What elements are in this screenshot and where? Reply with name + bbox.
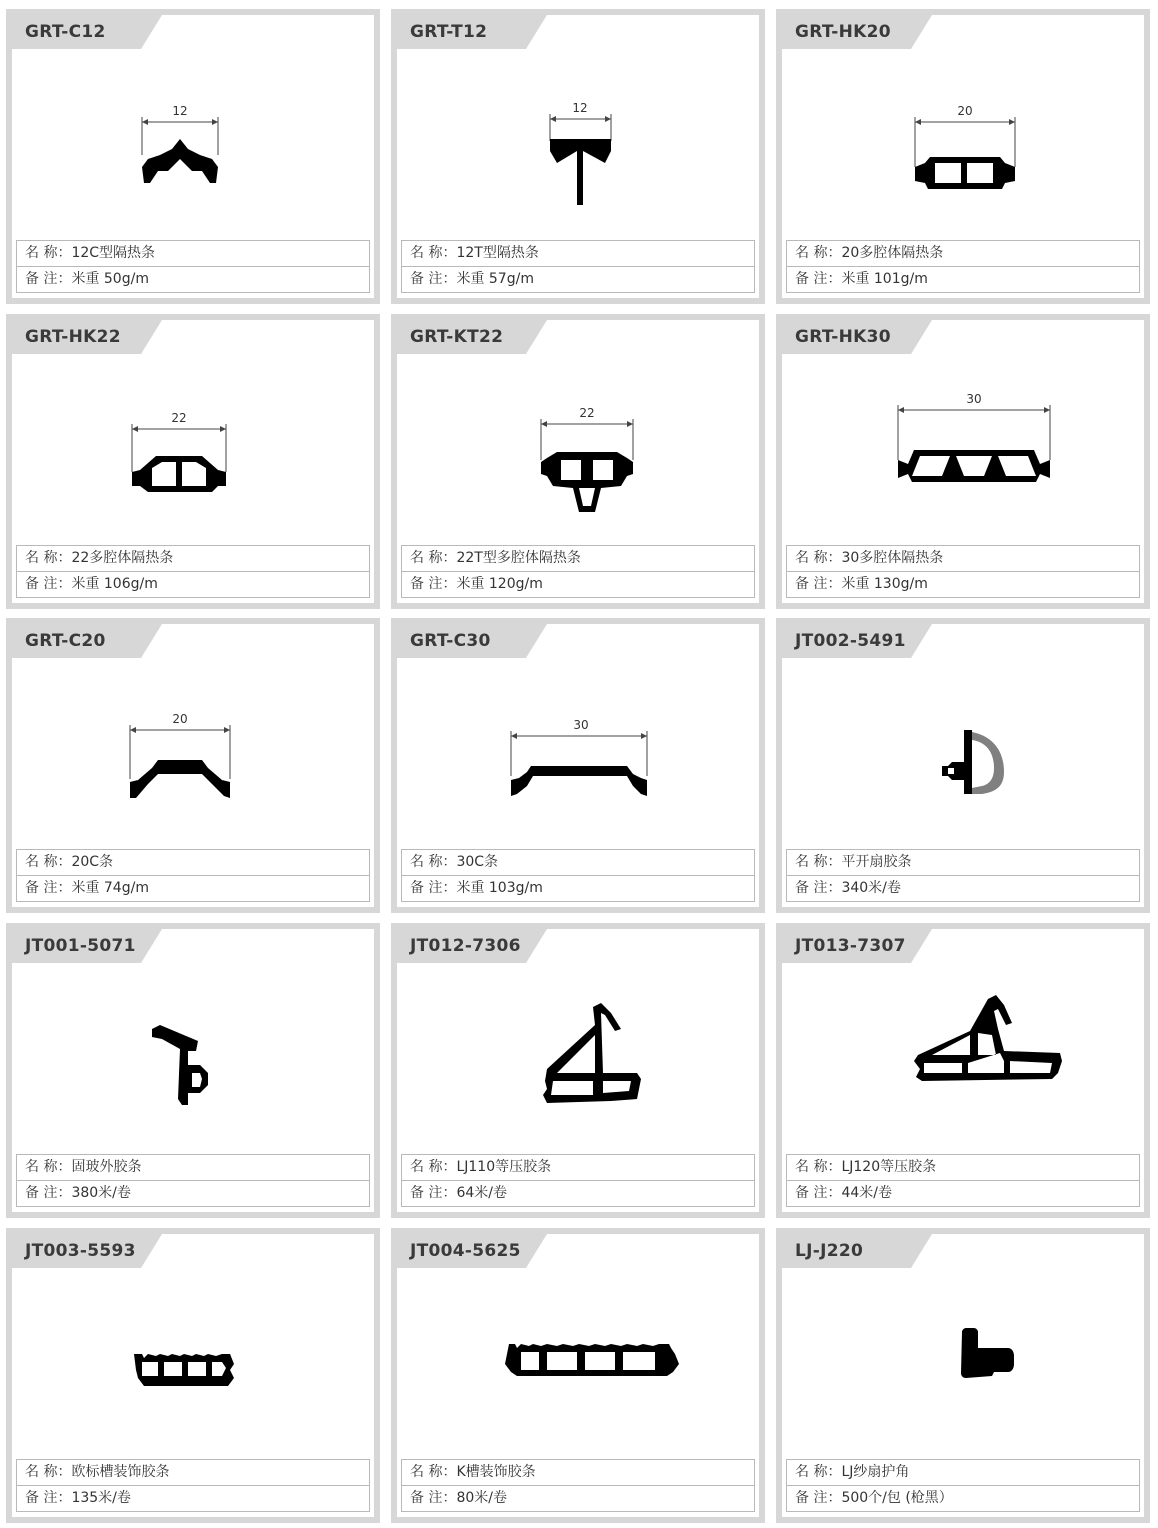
product-note: 米重 50g/m — [71, 271, 149, 287]
profile-shape — [543, 1003, 641, 1103]
profile-drawing — [397, 55, 759, 240]
note-row: 备 注：米重 130g/m — [787, 571, 1139, 596]
note-row: 备 注：米重 106g/m — [17, 571, 369, 596]
note-row: 备 注：44米/卷 — [787, 1180, 1139, 1205]
product-card[interactable] — [391, 314, 765, 609]
note-row: 备 注：135米/卷 — [17, 1485, 369, 1510]
product-code: JT001-5071 — [25, 936, 136, 956]
note-row: 备 注：米重 74g/m — [17, 875, 369, 900]
product-note: 80米/卷 — [456, 1490, 507, 1506]
product-card[interactable] — [776, 923, 1150, 1218]
product-name: 20C条 — [71, 854, 114, 870]
dimension-label: 22 — [579, 406, 595, 420]
product-name: 欧标槽装饰胶条 — [71, 1464, 170, 1480]
product-card[interactable] — [6, 618, 380, 913]
name-row: 名 称：LJ110等压胶条 — [410, 1159, 552, 1175]
name-row: 名 称：30多腔体隔热条 — [795, 550, 944, 566]
note-row: 备 注：500个/包 (枪黑） — [787, 1485, 1139, 1510]
product-card[interactable] — [391, 1228, 765, 1523]
name-row: 名 称：20多腔体隔热条 — [795, 245, 944, 261]
product-note: 135米/卷 — [71, 1490, 131, 1506]
product-info — [401, 545, 755, 598]
product-card[interactable] — [776, 314, 1150, 609]
name-row: 名 称：12C型隔热条 — [25, 245, 156, 261]
note-row: 备 注：米重 103g/m — [402, 875, 754, 900]
profile-shape — [541, 452, 633, 512]
product-card[interactable] — [776, 9, 1150, 304]
profile-drawing — [782, 664, 1144, 849]
profile-drawing — [782, 360, 1144, 545]
product-code: JT002-5491 — [795, 631, 906, 651]
product-code: GRT-T12 — [410, 22, 488, 42]
product-code: JT003-5593 — [25, 1241, 136, 1261]
product-code: LJ-J220 — [795, 1241, 864, 1261]
product-name: 固玻外胶条 — [71, 1159, 142, 1175]
product-code: GRT-C20 — [25, 631, 106, 651]
product-grid — [6, 9, 1152, 1523]
profile-drawing — [397, 1274, 759, 1459]
dimension-label: 30 — [573, 718, 589, 732]
product-info — [401, 1154, 755, 1207]
profile-drawing — [397, 664, 759, 849]
name-row: 名 称：20C条 — [25, 854, 114, 870]
product-code: GRT-C30 — [410, 631, 491, 651]
dimension-label: 12 — [572, 101, 588, 115]
name-row: 名 称：12T型隔热条 — [410, 245, 539, 261]
dimension-label: 12 — [172, 104, 188, 118]
product-card[interactable] — [776, 1228, 1150, 1523]
dimension-label: 20 — [957, 104, 973, 118]
product-note: 米重 120g/m — [456, 576, 543, 592]
product-note: 340米/卷 — [841, 880, 901, 896]
product-note: 米重 130g/m — [841, 576, 928, 592]
product-code: JT013-7307 — [795, 936, 906, 956]
product-name: 30多腔体隔热条 — [841, 550, 944, 566]
name-row: 名 称：22多腔体隔热条 — [25, 550, 174, 566]
note-row: 备 注：64米/卷 — [402, 1180, 754, 1205]
profile-drawing — [12, 55, 374, 240]
product-name: 22多腔体隔热条 — [71, 550, 174, 566]
product-code: GRT-KT22 — [410, 327, 504, 347]
product-note: 380米/卷 — [71, 1185, 131, 1201]
profile-shape — [152, 1025, 208, 1105]
product-card[interactable] — [6, 923, 380, 1218]
name-row: 名 称：22T型多腔体隔热条 — [410, 550, 581, 566]
profile-shape — [550, 139, 611, 205]
product-name: 12T型隔热条 — [456, 245, 539, 261]
profile-drawing — [12, 969, 374, 1154]
profile-shape — [915, 157, 1015, 189]
profile-drawing — [397, 969, 759, 1154]
product-info — [16, 545, 370, 598]
note-row: 备 注：米重 57g/m — [402, 266, 754, 291]
profile-shape — [134, 1354, 234, 1386]
product-name: 12C型隔热条 — [71, 245, 156, 261]
note-row: 备 注：80米/卷 — [402, 1485, 754, 1510]
profile-shape — [132, 456, 226, 492]
product-card[interactable] — [6, 314, 380, 609]
product-name: 22T型多腔体隔热条 — [456, 550, 581, 566]
name-row: 名 称：平开扇胶条 — [795, 854, 912, 870]
product-card[interactable] — [776, 618, 1150, 913]
name-row: 名 称：30C条 — [410, 854, 499, 870]
profile-shape — [914, 995, 1062, 1081]
note-row: 备 注：米重 50g/m — [17, 266, 369, 291]
profile-drawing — [12, 360, 374, 545]
product-code: JT004-5625 — [410, 1241, 521, 1261]
product-name: LJ120等压胶条 — [841, 1159, 937, 1175]
product-code: GRT-HK20 — [795, 22, 891, 42]
product-note: 44米/卷 — [841, 1185, 892, 1201]
profile-shape — [961, 1328, 1014, 1378]
product-card[interactable] — [391, 923, 765, 1218]
profile-drawing — [12, 664, 374, 849]
product-card[interactable] — [6, 1228, 380, 1523]
product-info — [16, 1459, 370, 1512]
dimension-label: 20 — [172, 712, 188, 726]
profile-shape — [511, 766, 647, 796]
profile-shape — [142, 139, 218, 183]
product-code: JT012-7306 — [410, 936, 521, 956]
profile-drawing — [782, 55, 1144, 240]
dimension-label: 30 — [966, 392, 982, 406]
product-info — [401, 1459, 755, 1512]
product-card[interactable] — [391, 9, 765, 304]
product-card[interactable] — [391, 618, 765, 913]
profile-shape — [898, 450, 1050, 482]
profile-shape-grey — [972, 732, 1004, 794]
note-row: 备 注：340米/卷 — [787, 875, 1139, 900]
product-info — [786, 1154, 1140, 1207]
product-name: 30C条 — [456, 854, 499, 870]
profile-drawing — [782, 1274, 1144, 1459]
product-note: 米重 106g/m — [71, 576, 158, 592]
product-name: LJ110等压胶条 — [456, 1159, 552, 1175]
product-info — [16, 240, 370, 293]
product-info — [786, 240, 1140, 293]
product-name: 20多腔体隔热条 — [841, 245, 944, 261]
product-note: 米重 57g/m — [456, 271, 534, 287]
profile-shape — [130, 760, 230, 798]
product-info — [786, 1459, 1140, 1512]
name-row: 名 称：欧标槽装饰胶条 — [25, 1464, 170, 1480]
note-row: 备 注：米重 120g/m — [402, 571, 754, 596]
product-note: 500个/包 (枪黑） — [841, 1490, 953, 1506]
product-note: 米重 101g/m — [841, 271, 928, 287]
name-row: 名 称：K槽装饰胶条 — [410, 1464, 536, 1480]
product-name: 平开扇胶条 — [841, 854, 912, 870]
product-info — [401, 849, 755, 902]
profile-shape — [505, 1344, 679, 1376]
profile-drawing — [12, 1274, 374, 1459]
product-code: GRT-HK30 — [795, 327, 891, 347]
name-row: 名 称：固玻外胶条 — [25, 1159, 142, 1175]
product-card[interactable] — [6, 9, 380, 304]
product-info — [16, 1154, 370, 1207]
product-name: K槽装饰胶条 — [456, 1464, 536, 1480]
note-row: 备 注：380米/卷 — [17, 1180, 369, 1205]
name-row: 名 称：LJ120等压胶条 — [795, 1159, 937, 1175]
product-note: 64米/卷 — [456, 1185, 507, 1201]
product-note: 米重 103g/m — [456, 880, 543, 896]
profile-drawing — [397, 360, 759, 545]
note-row: 备 注：米重 101g/m — [787, 266, 1139, 291]
product-name: LJ纱扇护角 — [841, 1464, 910, 1480]
product-info — [16, 849, 370, 902]
product-code: GRT-C12 — [25, 22, 106, 42]
product-info — [401, 240, 755, 293]
product-info — [786, 849, 1140, 902]
product-info — [786, 545, 1140, 598]
dimension-label: 22 — [171, 411, 187, 425]
profile-shape — [942, 730, 972, 794]
profile-drawing — [782, 969, 1144, 1154]
product-note: 米重 74g/m — [71, 880, 149, 896]
name-row: 名 称：LJ纱扇护角 — [795, 1464, 910, 1480]
product-code: GRT-HK22 — [25, 327, 121, 347]
